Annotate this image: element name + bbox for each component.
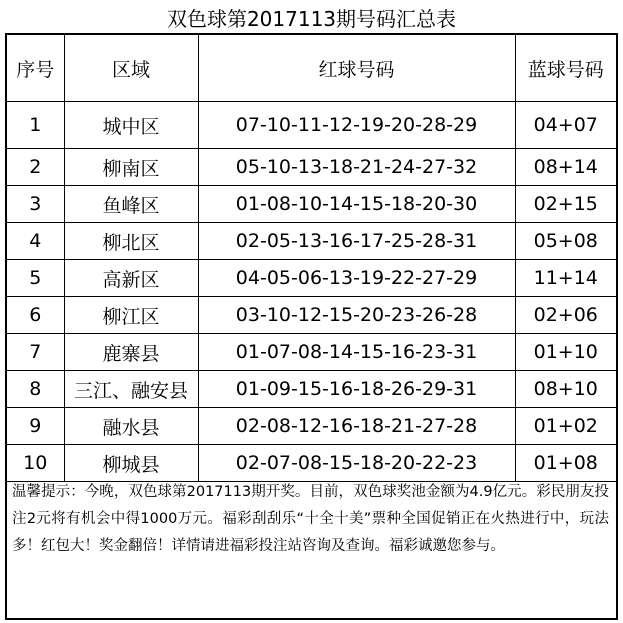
row-index: 10 — [7, 445, 64, 482]
header-red-balls: 红球号码 — [198, 35, 515, 102]
row-region: 三江、融安县 — [64, 371, 198, 408]
row-blue-balls: 11+14 — [515, 260, 616, 297]
row-blue-balls: 05+08 — [515, 223, 616, 260]
row-region: 高新区 — [64, 260, 198, 297]
header-blue-balls: 蓝球号码 — [515, 35, 616, 102]
row-blue-balls: 01+02 — [515, 408, 616, 445]
row-blue-balls: 01+08 — [515, 445, 616, 482]
row-blue-balls: 08+14 — [515, 149, 616, 186]
row-red-balls: 07-10-11-12-19-20-28-29 — [198, 102, 515, 149]
row-red-balls: 03-10-12-15-20-23-26-28 — [198, 297, 515, 334]
table-row — [7, 223, 616, 260]
row-red-balls: 01-08-10-14-15-18-20-30 — [198, 186, 515, 223]
row-blue-balls: 02+15 — [515, 186, 616, 223]
table-row — [7, 260, 616, 297]
table-row — [7, 408, 616, 445]
row-region: 柳江区 — [64, 297, 198, 334]
row-index: 2 — [7, 149, 64, 186]
table-row — [7, 334, 616, 371]
row-blue-balls: 01+10 — [515, 334, 616, 371]
row-red-balls: 01-07-08-14-15-16-23-31 — [198, 334, 515, 371]
row-red-balls: 02-05-13-16-17-25-28-31 — [198, 223, 515, 260]
row-index: 8 — [7, 371, 64, 408]
row-index: 6 — [7, 297, 64, 334]
row-region: 融水县 — [64, 408, 198, 445]
row-region: 柳南区 — [64, 149, 198, 186]
row-red-balls: 05-10-13-18-21-24-27-32 — [198, 149, 515, 186]
table-header-row — [7, 35, 616, 102]
table-row — [7, 186, 616, 223]
row-index: 5 — [7, 260, 64, 297]
notice-text: 温馨提示：今晚，双色球第2017113期开奖。目前，双色球奖池金额为4.9亿元。彩民朋友投注2元将有机会中得1000万元。福彩刮刮乐“十全十美”票种全国促销正在火热进行中，玩法多！红包大！奖金翻倍！详情请进福彩投注站咨询及查询。福彩诚邀您参与。 — [12, 484, 609, 554]
table-row — [7, 102, 616, 149]
row-blue-balls: 02+06 — [515, 297, 616, 334]
table-row — [7, 297, 616, 334]
row-red-balls: 02-08-12-16-18-21-27-28 — [198, 408, 515, 445]
row-red-balls: 04-05-06-13-19-22-27-29 — [198, 260, 515, 297]
row-region: 城中区 — [64, 102, 198, 149]
table-row — [7, 371, 616, 408]
table-row — [7, 445, 616, 482]
row-index: 7 — [7, 334, 64, 371]
row-region: 柳城县 — [64, 445, 198, 482]
row-index: 9 — [7, 408, 64, 445]
row-region: 鱼峰区 — [64, 186, 198, 223]
row-blue-balls: 08+10 — [515, 371, 616, 408]
row-index: 3 — [7, 186, 64, 223]
row-red-balls: 01-09-15-16-18-26-29-31 — [198, 371, 515, 408]
row-region: 鹿寨县 — [64, 334, 198, 371]
header-region: 区域 — [64, 35, 198, 102]
page-title: 双色球第2017113期号码汇总表 — [166, 7, 457, 31]
row-blue-balls: 04+07 — [515, 102, 616, 149]
row-index: 1 — [7, 102, 64, 149]
row-region: 柳北区 — [64, 223, 198, 260]
header-index: 序号 — [7, 35, 64, 102]
row-index: 4 — [7, 223, 64, 260]
row-red-balls: 02-07-08-15-18-20-22-23 — [198, 445, 515, 482]
table-row — [7, 149, 616, 186]
results-table — [7, 35, 616, 482]
summary-sheet — [5, 33, 618, 620]
